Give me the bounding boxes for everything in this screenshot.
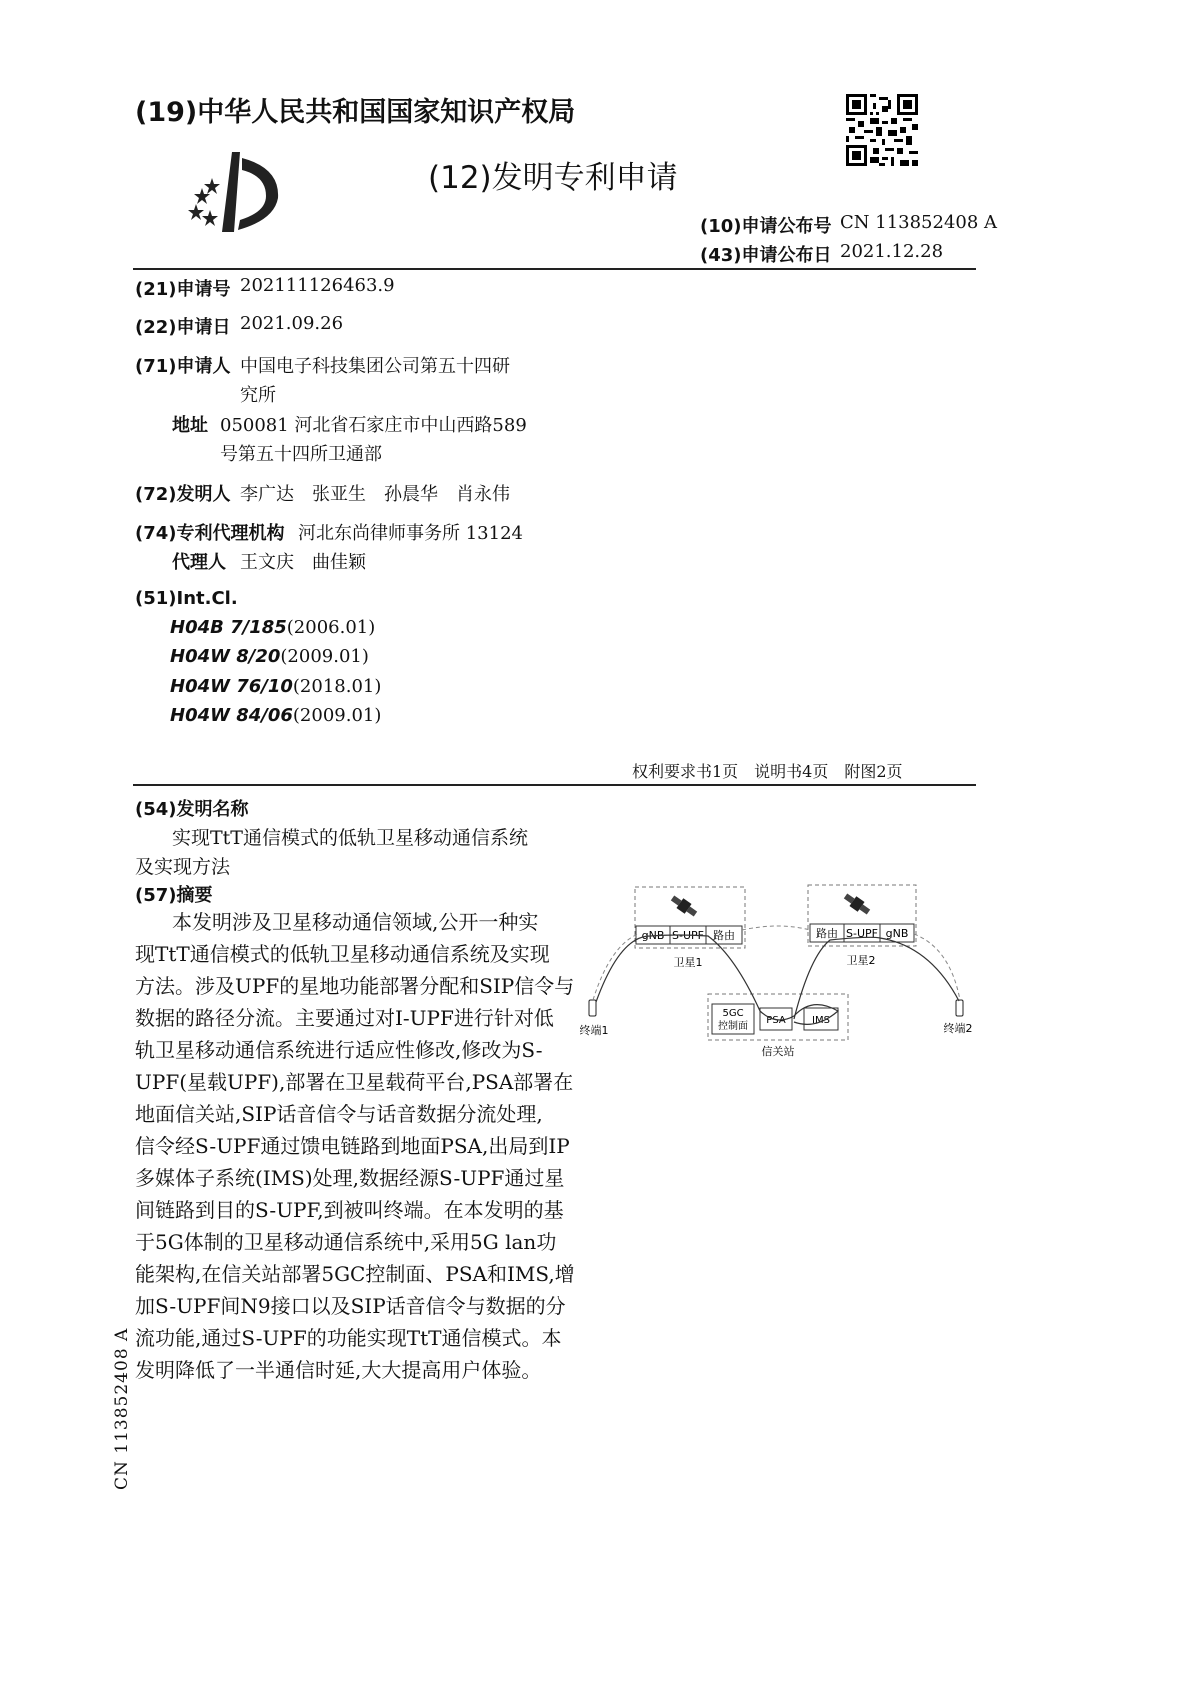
applicant-line: 究所 (240, 385, 276, 406)
abstract-line: UPF(星载UPF),部署在卫星载荷平台,PSA部署在 (135, 1070, 574, 1094)
document-type: (12)发明专利申请 (428, 160, 678, 196)
intcl-entry: H04W 76/10(2018.01) (170, 676, 382, 697)
cnipa-logo (182, 148, 292, 236)
divider (133, 784, 976, 786)
office-name: (19)中华人民共和国国家知识产权局 (135, 97, 576, 128)
applicant-label: (71)申请人 (135, 356, 231, 377)
address-label: 地址 (172, 415, 208, 436)
sat2-label: 卫星2 (846, 954, 876, 967)
abstract-label: (57)摘要 (135, 885, 213, 906)
invention-title: 及实现方法 (135, 856, 231, 878)
address-line: 号第五十四所卫通部 (220, 444, 382, 465)
terminal2-icon (956, 1000, 963, 1016)
abstract-line: 数据的路径分流。主要通过对I-UPF进行针对低 (135, 1006, 554, 1030)
intcl-entry: H04W 8/20(2009.01) (170, 646, 369, 667)
applicant-line: 中国电子科技集团公司第五十四研 (240, 356, 510, 377)
terminal1-label: 终端1 (580, 1024, 609, 1037)
abstract-line: 能架构,在信关站部署5GC控制面、PSA和IMS,增 (135, 1262, 575, 1286)
satellite1-icon (669, 893, 699, 919)
invention-title: 实现TtT通信模式的低轨卫星移动通信系统 (172, 827, 528, 849)
inventors-label: (72)发明人 (135, 484, 231, 505)
system-diagram (580, 876, 990, 1068)
abstract-line: 间链路到目的S-UPF,到被叫终端。在本发明的基 (135, 1198, 564, 1222)
intcl-entry: H04B 7/185(2006.01) (170, 617, 376, 638)
app-no: 202111126463.9 (240, 275, 395, 296)
inventors: 李广达 张亚生 孙晨华 肖永伟 (240, 484, 510, 505)
page-counts: 权利要求书1页 说明书4页 附图2页 (632, 762, 903, 781)
pub-date-label: (43)申请公布日 (700, 245, 832, 266)
qr-code (846, 94, 918, 166)
sat2-module-router: 路由 (816, 927, 838, 940)
divider (133, 268, 976, 270)
abstract-line: 本发明涉及卫星移动通信领域,公开一种实 (172, 910, 539, 934)
intcl-entry: H04W 84/06(2009.01) (170, 705, 382, 726)
title-label: (54)发明名称 (135, 799, 249, 820)
gateway-label: 信关站 (761, 1045, 795, 1058)
sat2-module-gnb: gNB (885, 927, 909, 940)
abstract-line: 于5G体制的卫星移动通信系统中,采用5G lan功 (135, 1230, 557, 1254)
side-pub-number: CN 113852408 A (112, 1327, 132, 1490)
gw-psa: PSA (766, 1015, 786, 1026)
sat1-label: 卫星1 (673, 956, 703, 969)
abstract-line: 发明降低了一半通信时延,大大提高用户体验。 (135, 1358, 542, 1382)
agency: 河北东尚律师事务所 13124 (298, 523, 523, 544)
abstract-line: 轨卫星移动通信系统进行适应性修改,修改为S- (135, 1038, 543, 1062)
abstract-line: 多媒体子系统(IMS)处理,数据经源S-UPF通过星 (135, 1166, 565, 1190)
agency-label: (74)专利代理机构 (135, 523, 285, 544)
pub-no: CN 113852408 A (840, 212, 998, 233)
sat2-module-supf: S-UPF (846, 927, 878, 940)
app-no-label: (21)申请号 (135, 279, 231, 300)
address-line: 050081 河北省石家庄市中山西路589 (220, 415, 527, 436)
abstract-line: 加S-UPF间N9接口以及SIP话音信令与数据的分 (135, 1294, 566, 1318)
agents: 王文庆 曲佳颖 (240, 552, 366, 573)
sat1-module-router: 路由 (713, 929, 735, 942)
terminal2-label: 终端2 (943, 1022, 973, 1035)
gw-ctrl-text: 控制面 (718, 1021, 748, 1032)
filing-date-label: (22)申请日 (135, 317, 231, 338)
filing-date: 2021.09.26 (240, 313, 344, 334)
gw-ctrl-text: 5GC (722, 1008, 744, 1019)
abstract-line: 流功能,通过S-UPF的功能实现TtT通信模式。本 (135, 1326, 562, 1350)
abstract-line: 现TtT通信模式的低轨卫星移动通信系统及实现 (135, 942, 550, 966)
terminal1-icon (589, 1000, 596, 1016)
intcl-label: (51)Int.Cl. (135, 588, 238, 609)
abstract-line: 信令经S-UPF通过馈电链路到地面PSA,出局到IP (135, 1134, 570, 1158)
pub-date: 2021.12.28 (840, 241, 944, 262)
pub-no-label: (10)申请公布号 (700, 216, 832, 237)
gw-ims: IMS (812, 1015, 830, 1026)
sat1-module-supf: S-UPF (672, 929, 704, 942)
satellite2-icon (842, 891, 872, 917)
agent-label: 代理人 (172, 552, 226, 573)
abstract-line: 方法。涉及UPF的星地功能部署分配和SIP信令与 (135, 974, 575, 998)
abstract-line: 地面信关站,SIP话音信令与话音数据分流处理, (135, 1102, 543, 1126)
sat1-module-gnb: gNB (641, 929, 665, 942)
